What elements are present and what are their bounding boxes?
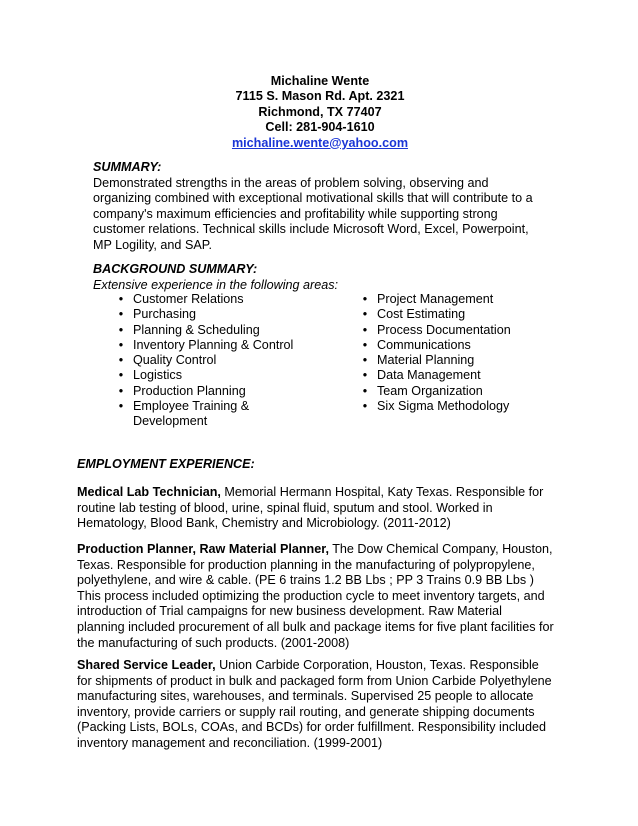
job-title: Medical Lab Technician, <box>77 485 221 499</box>
job-line: inventory, provide carriers or supply rail routing, and generate shipping documents <box>77 704 535 719</box>
summary-line: organizing combined with exceptional motivational skills that will contribute to a <box>93 191 533 206</box>
job-line: Union Carbide Corporation, Houston, Texas. Responsible <box>215 658 539 672</box>
bullet-icon: • <box>118 292 124 306</box>
candidate-name: Michaline Wente <box>270 74 370 88</box>
city-state-zip: Richmond, TX 77407 <box>258 104 382 119</box>
bullet-icon: • <box>362 353 368 368</box>
list-item: • Planning & Scheduling <box>114 323 314 338</box>
job-line: routine lab testing of blood, urine, spinal fluid, sputum and stool. Worked in <box>77 500 493 515</box>
job-line: inventory management and reconciliation. (1999-2001) <box>77 735 383 750</box>
bullet-icon: • <box>362 322 368 337</box>
job-entry <box>77 542 557 651</box>
summary-line: customer relations. Technical skills include Microsoft Word, Excel, Powerpoint, <box>93 222 529 237</box>
job-line: Texas. Responsible for production planning in the manufacturing of polypropylene, <box>77 557 535 572</box>
job-entry <box>77 658 557 752</box>
list-item-continuation: Development <box>133 414 208 429</box>
summary-line: company's maximum efficiencies and profitability while supporting strong <box>93 206 498 221</box>
background-summary-section <box>93 262 563 293</box>
bullet-icon: • <box>118 337 124 352</box>
employment-heading: EMPLOYMENT EXPERIENCE: <box>77 457 255 471</box>
list-item: • Customer Relations <box>114 292 314 307</box>
cell-phone: Cell: 281-904-1610 <box>265 120 375 135</box>
list-item: • Logistics <box>114 368 314 383</box>
bullet-icon: • <box>362 292 368 306</box>
bullet-icon: • <box>118 368 124 383</box>
job-line: manufacturing sites, warehouses, and terminals. Supervised 25 people to allocate <box>77 689 534 704</box>
bullet-icon: • <box>362 307 368 322</box>
job-line: (Packing Lists, BOLs, COAs, and BCDs) for order fulfillment. Responsibility included <box>77 720 546 735</box>
bullet-icon: • <box>362 368 368 383</box>
list-item: • Project Management <box>358 292 568 307</box>
job-title: Shared Service Leader, <box>77 658 216 672</box>
background-subheading: Extensive experience in the following areas: <box>93 277 339 292</box>
summary-line: MP Logility, and SAP. <box>93 237 213 252</box>
summary-line: Demonstrated strengths in the areas of problem solving, observing and <box>93 175 489 190</box>
list-item: • Communications <box>358 338 568 353</box>
summary-section <box>93 160 563 254</box>
bullet-icon: • <box>118 353 124 368</box>
contact-header <box>0 74 638 151</box>
bullet-icon: • <box>362 337 368 352</box>
summary-heading: SUMMARY: <box>93 160 162 174</box>
list-item: • Six Sigma Methodology <box>358 399 568 414</box>
skills-list-left <box>114 292 314 430</box>
job-line: the manufacturing of such products. (2001-2008) <box>77 635 350 650</box>
list-item: • Cost Estimating <box>358 307 568 322</box>
bullet-icon: • <box>118 399 124 414</box>
job-line: This process included optimizing the production cycle to meet inventory targets, and <box>77 588 545 603</box>
job-line: polyethylene, and wire & cable. (PE 6 trains 1.2 BB Lbs ; PP 3 Trains 0.9 BB Lbs ) <box>77 573 534 588</box>
bullet-icon: • <box>118 383 124 398</box>
street-address: 7115 S. Mason Rd. Apt. 2321 <box>235 89 405 104</box>
list-item: • Team Organization <box>358 384 568 399</box>
job-line: planning included procurement of all bulk and package items for five plant facilities for <box>77 619 554 634</box>
job-entry <box>77 485 557 532</box>
list-item: • Quality Control <box>114 353 314 368</box>
list-item: • Purchasing <box>114 307 314 322</box>
list-item: • Inventory Planning & Control <box>114 338 314 353</box>
job-line: for shipments of product in bulk and packaged form from Union Carbide Polyethylene <box>77 673 552 688</box>
list-item: • Production Planning <box>114 384 314 399</box>
bullet-icon: • <box>362 399 368 414</box>
job-title: Production Planner, Raw Material Planner, <box>77 542 329 556</box>
list-item: • Process Documentation <box>358 323 568 338</box>
background-heading: BACKGROUND SUMMARY: <box>93 262 258 276</box>
bullet-icon: • <box>118 307 124 322</box>
job-line: introduction of Trial campaigns for new business development. Raw Material <box>77 604 502 619</box>
bullet-icon: • <box>362 383 368 398</box>
job-line: Hematology, Blood Bank, Chemistry and Microbiology. (2011-2012) <box>77 516 451 531</box>
list-item: • Data Management <box>358 368 568 383</box>
list-item: • Material Planning <box>358 353 568 368</box>
list-item: • Employee Training & <box>114 399 314 414</box>
skills-list-right <box>358 292 568 414</box>
job-line: The Dow Chemical Company, Houston, <box>328 542 553 556</box>
bullet-icon: • <box>118 322 124 337</box>
job-line: Memorial Hermann Hospital, Katy Texas. Responsible for <box>220 485 544 499</box>
email-link[interactable]: michaline.wente@yahoo.com <box>231 135 409 150</box>
